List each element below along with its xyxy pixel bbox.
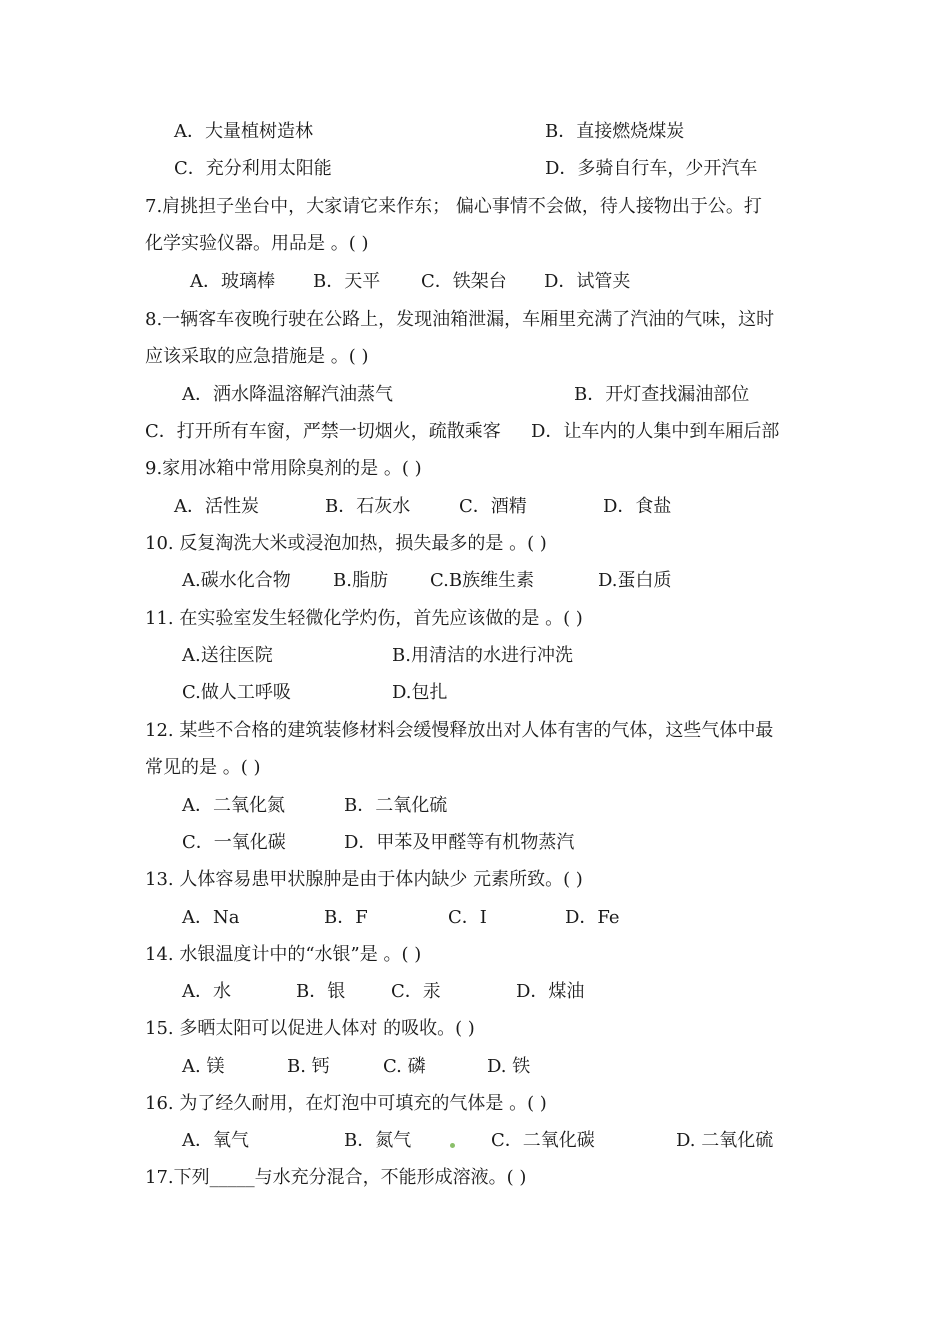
q11-option-c: C.做人工呼吸	[182, 682, 291, 703]
q11-option-d: D.包扎	[392, 682, 448, 703]
q13-option-c: C．I	[448, 907, 487, 928]
q11-option-a: A.送往医院	[182, 645, 273, 666]
q16-option-b: B．氮气	[344, 1130, 412, 1151]
q7-option-b: B．天平	[313, 271, 381, 292]
q9-option-d: D．食盐	[603, 496, 672, 517]
q9-option-c: C．酒精	[459, 496, 527, 517]
q8-option-d: D．让车内的人集中到车厢后部	[531, 421, 780, 442]
q12-stem-line2: 常见的是 。( )	[145, 757, 261, 778]
q11-stem: 11. 在实验室发生轻微化学灼伤，首先应该做的是 。( )	[145, 608, 583, 629]
q7-stem-line1: 7.肩挑担子坐台中，大家请它来作东； 偏心事情不会做，待人接物出于公。打	[145, 196, 762, 217]
q9-option-b: B．石灰水	[325, 496, 411, 517]
q8-option-a: A．洒水降温溶解汽油蒸气	[182, 384, 393, 405]
q15-option-d: D. 铁	[487, 1056, 531, 1077]
q9-option-a: A．活性炭	[174, 496, 259, 517]
q10-stem: 10. 反复淘洗大米或浸泡加热，损失最多的是 。( )	[145, 533, 547, 554]
q17-stem: 17.下列_____与水充分混合，不能形成溶液。( )	[145, 1167, 527, 1188]
q16-option-d: D. 二氧化硫	[676, 1130, 774, 1151]
q8-option-c: C．打开所有车窗，严禁一切烟火，疏散乘客	[145, 421, 501, 442]
q15-stem: 15. 多晒太阳可以促进人体对 的吸收。( )	[145, 1018, 475, 1039]
q11-option-b: B.用清洁的水进行冲洗	[392, 645, 573, 666]
q16-stem: 16. 为了经久耐用，在灯泡中可填充的气体是 。( )	[145, 1093, 547, 1114]
q16-option-c: C．二氧化碳	[491, 1130, 595, 1151]
q10-option-a: A.碳水化合物	[182, 570, 291, 591]
q7-stem-line2: 化学实验仪器。用品是 。( )	[145, 233, 369, 254]
q12-option-c: C．一氧化碳	[182, 832, 286, 853]
stray-dot-mark	[450, 1143, 455, 1148]
q15-option-a: A. 镁	[182, 1056, 225, 1077]
q6-option-d: D．多骑自行车，少开汽车	[545, 158, 758, 179]
q8-stem-line2: 应该采取的应急措施是 。( )	[145, 346, 369, 367]
q13-option-b: B．F	[324, 907, 368, 928]
q7-option-d: D．试管夹	[544, 271, 631, 292]
q12-option-d: D．甲苯及甲醛等有机物蒸汽	[344, 832, 575, 853]
q14-option-b: B．银	[296, 981, 346, 1002]
q8-option-b: B．开灯查找漏油部位	[574, 384, 750, 405]
q6-option-b: B．直接燃烧煤炭	[545, 121, 685, 142]
q7-option-c: C．铁架台	[421, 271, 507, 292]
q12-option-b: B．二氧化硫	[344, 795, 448, 816]
q6-option-c: C．充分利用太阳能	[174, 158, 332, 179]
q14-stem: 14. 水银温度计中的“水银”是 。( )	[145, 944, 422, 965]
q8-stem-line1: 8.一辆客车夜晚行驶在公路上，发现油箱泄漏，车厢里充满了汽油的气味，这时	[145, 309, 775, 330]
q15-option-b: B. 钙	[287, 1056, 330, 1077]
q13-option-a: A．Na	[182, 907, 240, 928]
q7-option-a: A．玻璃棒	[190, 271, 275, 292]
q16-option-a: A．氧气	[182, 1130, 249, 1151]
q10-option-d: D.蛋白质	[598, 570, 672, 591]
q13-stem: 13. 人体容易患甲状腺肿是由于体内缺少 元素所致。( )	[145, 869, 583, 890]
q12-option-a: A．二氧化氮	[182, 795, 285, 816]
q10-option-b: B.脂肪	[333, 570, 388, 591]
q14-option-d: D．煤油	[516, 981, 585, 1002]
q13-option-d: D．Fe	[565, 907, 620, 928]
q15-option-c: C. 磷	[383, 1056, 426, 1077]
q6-option-a: A．大量植树造林	[174, 121, 313, 142]
q14-option-c: C．汞	[391, 981, 441, 1002]
q14-option-a: A．水	[182, 981, 231, 1002]
q9-stem: 9.家用冰箱中常用除臭剂的是 。( )	[145, 458, 422, 479]
q10-option-c: C.B族维生素	[430, 570, 535, 591]
q12-stem-line1: 12. 某些不合格的建筑装修材料会缓慢释放出对人体有害的气体，这些气体中最	[145, 720, 774, 741]
